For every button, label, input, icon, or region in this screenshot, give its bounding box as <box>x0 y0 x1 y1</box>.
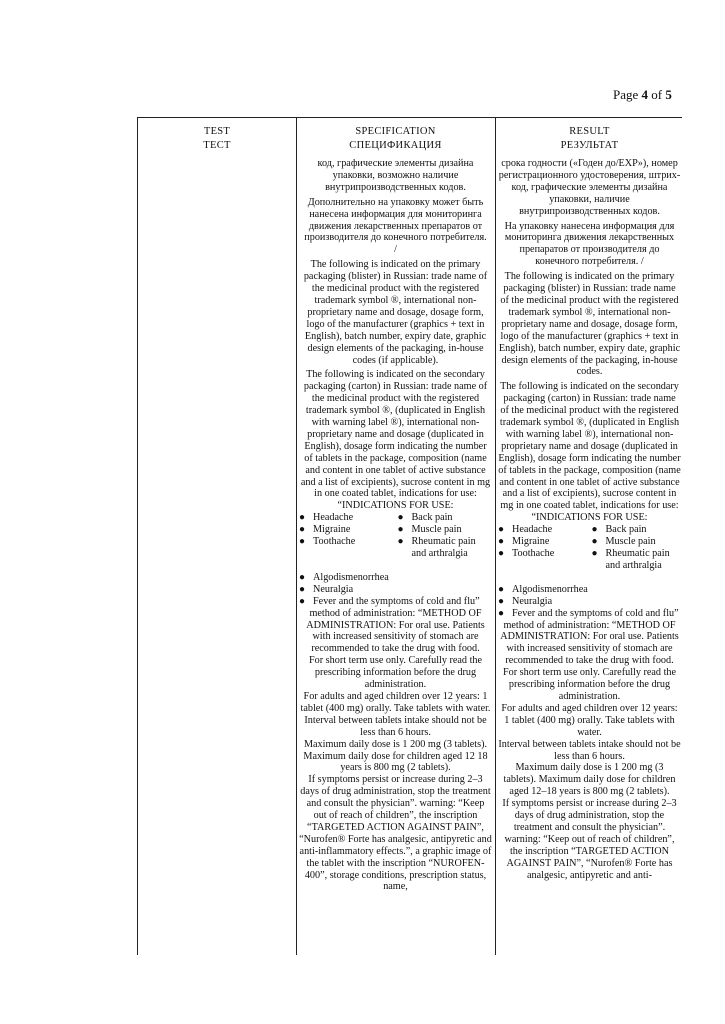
list-item: ● Migraine <box>498 536 550 548</box>
bullet-icon: ● <box>397 536 404 548</box>
spec-paragraph: Maximum daily dose is 1 200 mg (3 tablets). Maximum daily dose for children aged 12 18 years is 800 mg (2 tablets). <box>303 738 488 774</box>
result-paragraph: Interval between tablets intake should not be less than 6 hours. <box>498 738 681 762</box>
test-column <box>140 125 294 158</box>
result-paragraph: If symptoms persist or increase during 2–3 days of drug administration, stop the treatment and consult the physician”. warning: “Keep out of reach of children”, the inscription “TARGETED ACTION AGAINST PAIN”, “Nurofen® Forte has analgesic, antipyretic and anti- <box>502 798 677 881</box>
test-header-en: TEST <box>203 126 231 137</box>
bullet-icon: ● <box>397 512 404 524</box>
result-paragraph: Maximum daily dose is 1 200 mg (3 tablets). Maximum daily dose for children aged 12–18 years is 800 mg (2 tablets). <box>503 762 676 798</box>
specification-header-en: SPECIFICATION <box>355 126 436 137</box>
list-item: ● Fever and the symptoms of cold and flu” <box>498 607 679 619</box>
spec-paragraph: The following is indicated on the primary packaging (blister) in Russian: trade name of the medicinal product with the registered trademark symbol ®, international non-proprietary name and dosage, dosage form, logo of the manufacturer (graphics + text in English), batch number, expiry date, graphic design elements of the packaging, in-house codes (if applicable). <box>303 259 488 366</box>
bullet-icon: ● <box>299 524 306 536</box>
result-header-en: RESULT <box>569 126 610 137</box>
list-item: ● Migraine <box>299 524 351 536</box>
bullet-icon: ● <box>299 583 306 595</box>
page-total: 5 <box>665 87 672 102</box>
spec-indications-list-2 <box>299 572 492 608</box>
test-header-ru: ТЕСТ <box>203 140 231 151</box>
specification-header-ru: СПЕЦИФИКАЦИЯ <box>349 140 442 151</box>
page-number <box>613 87 672 103</box>
page-label: Page <box>613 87 639 102</box>
spec-paragraph: method of administration: “METHOD OF ADMINISTRATION: For oral use. Patients with increased sensitivity of stomach are recommended to take the drug with food. <box>306 607 485 655</box>
page-current: 4 <box>641 87 649 102</box>
spec-paragraph: For adults and aged children over 12 years: 1 tablet (400 mg) orally. Take tablets with water. <box>300 690 491 714</box>
list-item: ● Algodismenorrhea <box>498 583 588 595</box>
list-item: ● Rheumatic pain and arthralgia <box>591 548 670 571</box>
list-item: ● Back pain <box>591 524 647 536</box>
bullet-icon: ● <box>397 524 404 536</box>
list-item: ● Toothache <box>498 548 555 559</box>
list-item: ● Algodismenorrhea <box>299 571 389 583</box>
spec-paragraph: Дополнительно на упаковку может быть нанесена информация для мониторинга движения лекарственных препаратов от производителя до конечного потребителя. <box>304 196 487 244</box>
specification-column <box>299 125 492 893</box>
spec-slash: / <box>394 244 397 256</box>
column-divider <box>495 118 496 955</box>
list-item: ● Rheumatic pain and arthralgia <box>397 536 476 559</box>
result-paragraph: method of administration: “METHOD OF ADMINISTRATION: For oral use. Patients with increased sensitivity of stomach are recommended to take the drug with food. <box>500 619 679 667</box>
bullet-icon: ● <box>299 595 306 607</box>
spec-indications-list <box>299 512 492 560</box>
list-item: ● Headache <box>299 512 354 524</box>
bullet-icon: ● <box>498 595 505 607</box>
result-paragraph: The following is indicated on the secondary packaging (carton) in Russian: trade name of the medicinal product with the registered trademark symbol ®, (duplicated in English with warning label ®), international non-proprietary name and dosage (duplicated in English), dosage form indicating the number of tablets in the package, composition (name and content in one tablet of active substance and a list of excipients), sucrose content in mg in one coated tablet, indications for use: “INDICATIONS FOR USE: <box>498 381 681 524</box>
page-of: of <box>651 87 663 102</box>
list-item: ● Muscle pain <box>397 524 462 536</box>
list-item: ● Toothache <box>299 536 356 548</box>
result-indications-list-2 <box>498 584 681 620</box>
list-item: ● Neuralgia <box>498 595 553 607</box>
spec-paragraph: If symptoms persist or increase during 2–3 days of drug administration, stop the treatment and consult the physician”. warning: “Keep out of reach of children”, the inscription “TARGETED ACTION AGAINST PAIN”, “Nurofen® Forte has analgesic, antipyretic and anti-inflammatory effects.”, a graphic image of the tablet with the inscription “NUROFEN-400”, storage conditions, prescription status, name, <box>299 774 492 893</box>
result-paragraph: For adults and aged children over 12 years: 1 tablet (400 mg) orally. Take tablets with water. <box>501 702 678 738</box>
list-item: ● Muscle pain <box>591 536 656 548</box>
bullet-icon: ● <box>299 512 306 524</box>
result-header-ru: РЕЗУЛЬТАТ <box>560 140 619 151</box>
list-item: ● Fever and the symptoms of cold and flu” <box>299 595 480 607</box>
list-item: ● Headache <box>498 524 553 536</box>
bullet-icon: ● <box>299 571 306 583</box>
spec-paragraph: код, графические элементы дизайна упаковки, возможно наличие внутрипроизводственных кодов. <box>317 158 474 193</box>
bullet-icon: ● <box>498 583 505 595</box>
bullet-icon: ● <box>498 524 505 536</box>
spec-paragraph: For short term use only. Carefully read the prescribing information before the drug administration. <box>308 655 483 691</box>
bullet-icon: ● <box>591 524 598 536</box>
list-item: ● Neuralgia <box>299 583 354 595</box>
spec-paragraph: Interval between tablets intake should not be less than 6 hours. <box>304 714 487 738</box>
result-paragraph: На упаковку нанесена информация для мониторинга движения лекарственных препаратов от производителя до конечного потребителя. / <box>504 220 675 268</box>
result-paragraph: The following is indicated on the primary packaging (blister) in Russian: trade name of the medicinal product with the registered trademark symbol ®, international non-proprietary name and dosage, dosage form, logo of the manufacturer (graphics + text in English), batch number, expiry date, graphic design elements of the packaging, in-house codes. <box>498 271 681 378</box>
result-column <box>498 125 681 881</box>
bullet-icon: ● <box>498 607 505 619</box>
bullet-icon: ● <box>591 536 598 548</box>
bullet-icon: ● <box>498 536 505 548</box>
bullet-icon: ● <box>591 548 598 559</box>
column-divider <box>296 118 297 955</box>
result-paragraph: срока годности («Годен до/EXP»), номер регистрационного удостоверения, штрих-код, графические элементы дизайна упаковки, наличие внутрипроизводственных кодов. <box>498 158 681 217</box>
list-item: ● Back pain <box>397 512 453 524</box>
bullet-icon: ● <box>498 548 505 559</box>
bullet-icon: ● <box>299 536 306 548</box>
result-indications-list <box>498 524 681 572</box>
result-paragraph: For short term use only. Carefully read the prescribing information before the drug administration. <box>502 667 677 702</box>
spec-paragraph: The following is indicated on the secondary packaging (carton) in Russian: trade name of the medicinal product with the registered trademark symbol ®, (duplicated in English with warning label ®), international non-proprietary name and dosage (duplicated in English), dosage form indicating the number of tablets in the package, composition (name and content in one tablet of active substance and a list of excipients), sucrose content in mg in one coated tablet, indications for use: “INDICATIONS FOR USE: <box>300 369 491 512</box>
spec-table <box>137 117 682 955</box>
